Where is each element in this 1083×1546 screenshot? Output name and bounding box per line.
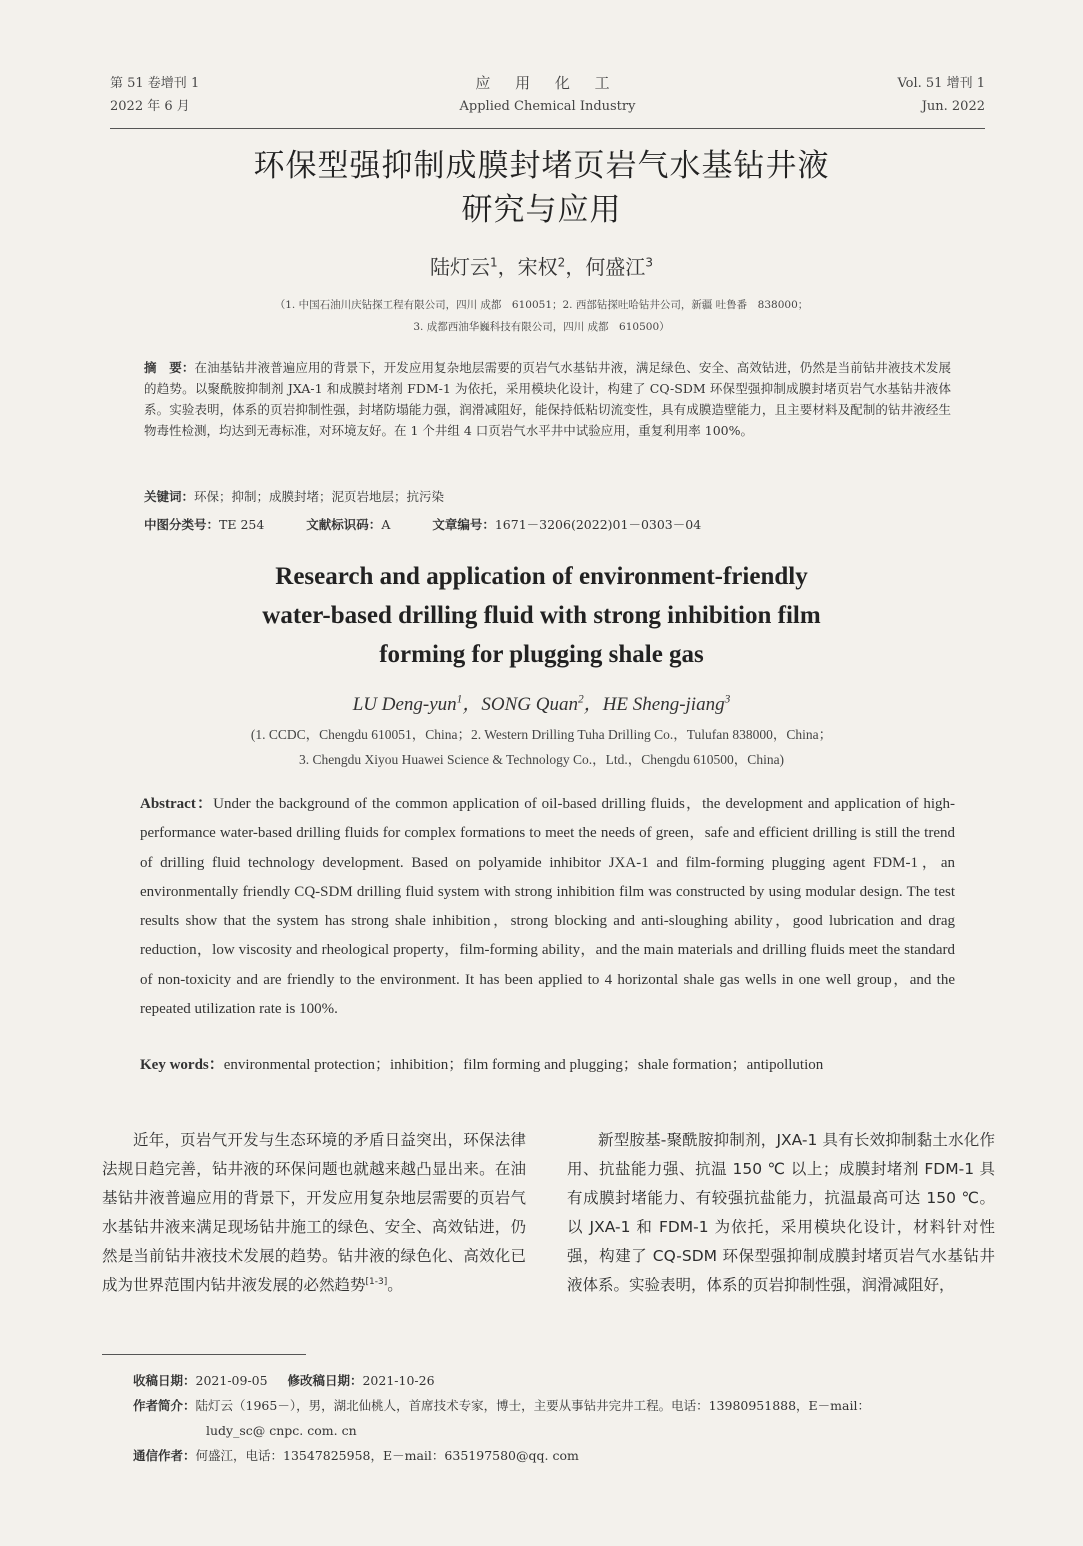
journal-name: 应 用 化 工 Applied Chemical Industry (459, 74, 636, 114)
english-authors: LU Deng-yun$^1$，SONG Quan$^2$，HE Sheng-jiang$^3$ (352, 693, 731, 715)
footnote-corresponding: 通信作者：何盛江，电话：13547825958，E－mail：635197580@qq. com (133, 1448, 579, 1463)
author-name: SONG Quan (481, 694, 578, 715)
body-paragraph: 新型胺基-聚酰胺抑制剂，JXA-1 具有长效抑制黏土水化作用、抗盐能力强、抗温 150 ℃ 以上；成膜封堵剂 FDM-1 具有成膜封堵能力、有较强抗盐能力，抗温最高可达 150 ℃。以 JXA-1 和 FDM-1 为依托，采用模块化设计，材料针对性强，构建了 CQ-SDM 环保型强抑制成膜封堵页岩气水基钻井液体系。实验表明，体系的页岩抑制性强，润滑减阻好， (567, 1131, 995, 1294)
author-name: 陆灯云 (430, 255, 491, 279)
english-affiliations: (1. CCDC，Chengdu 610051，China；2. Western Drilling Tuha Drilling Co.，Tulufan 838000，China； 3. Chengdu Xiyou Huawei Science & Technology Co.，Ltd.，Chengdu 610500，China) (250, 727, 833, 767)
author-name: LU Deng-yun (352, 694, 457, 715)
body-column-right (567, 1126, 995, 1300)
running-header (110, 72, 985, 129)
body-column-left (102, 1126, 526, 1300)
chinese-keywords: 关键词：环保；抑制；成膜封堵；泥页岩地层；抗污染 (144, 489, 445, 504)
header-left: 第 51 卷增刊 1 2022 年 6 月 (110, 76, 200, 114)
english-keywords: Key words：environmental protection；inhibition；film forming and plugging；shale formation；antipollution (140, 1057, 824, 1073)
author-name: HE Sheng-jiang (602, 694, 725, 715)
chinese-title: 环保型强抑制成膜封堵页岩气水基钻井液 研究与应用 (253, 148, 830, 228)
footnote-email: ludy_sc@ cnpc. com. cn (206, 1423, 357, 1438)
author-name: 何盛江 (585, 255, 646, 279)
footnote-dates: 收稿日期：2021-09-05 修改稿日期：2021-10-26 (133, 1373, 435, 1388)
english-title: Research and application of environment-friendly water-based drilling fluid with strong inhibition film forming for plugging shale gas (262, 563, 821, 668)
footnote-divider (102, 1354, 306, 1355)
header-right: Vol. 51 增刊 1 Jun. 2022 (897, 76, 985, 114)
body-paragraph: 近年，页岩气开发与生态环境的矛盾日益突出，环保法律法规日趋完善，钻井液的环保问题也就越来越凸显出来。在油基钻井液普遍应用的背景下，开发应用复杂地层需要的页岩气水基钻井液来满足现场钻井施工的绿色、安全、高效钻进，仍然是当前钻井液技术发展的趋势。钻井液的绿色化、高效化已成为世界范围内钻井液发展的必然趋势[1-3]。 (102, 1131, 526, 1294)
english-abstract: Abstract：Under the background of the common application of oil-based drilling fluids，the development and application of high-performance water-based drilling fluids for complex formations to meet the needs of green，safe and efficient drilling is still the trend of drilling fluid technology development. Based on polyamide inhibitor JXA-1 and film-forming plugging agent FDM-1，an environmentally friendly CQ-SDM drilling fluid system with strong inhibition film was constructed by using modular design. The test results show that the system has strong shale inhibition，strong blocking and anti-sloughing ability，good lubrication and drag reduction，low viscosity and rheological property，film-forming ability，and the main materials and drilling fluids meet the standard of non-toxicity and are friendly to the environment. It has been applied to 4 horizontal shale gas wells in one well group，and the repeated utilization rate is 100%. (140, 796, 955, 1018)
footnote (133, 1368, 995, 1468)
chinese-authors: 陆灯云$^1$，宋权$^2$，何盛江$^3$ (430, 255, 653, 279)
chinese-abstract: 摘 要：在油基钻井液普遍应用的背景下，开发应用复杂地层需要的页岩气水基钻井液，满足绿色、安全、高效钻进，仍然是当前钻井液技术发展的趋势。以聚酰胺抑制剂 JXA-1 和成膜封堵剂 FDM-1 为依托，采用模块化设计，构建了 CQ-SDM 环保型强抑制成膜封堵页岩气水基钻井液体系。实验表明，体系的页岩抑制性强，封堵防塌能力强，润滑减阻好，能保持低粘切流变性，具有成膜造壁能力，且主要材料及配制的钻井液经生物毒性检测，均达到无毒标准，对环境友好。在 1 个井组 4 口页岩气水平井中试验应用，重复利用率 100%。 (144, 360, 951, 438)
chinese-affiliations: （1. 中国石油川庆钻探工程有限公司，四川 成都 610051；2. 西部钻探吐哈钻井公司，新疆 吐鲁番 838000； 3. 成都西油华巍科技有限公司，四川 成都 610500） (274, 299, 809, 333)
footnote-bio: 作者简介：陆灯云（1965－），男，湖北仙桃人，首席技术专家，博士，主要从事钻井完井工程。电话：13980951888，E－mail： (133, 1398, 870, 1413)
classification-line: 中图分类号：TE 254 文献标识码：A 文章编号：1671－3206(2022)01－0303－04 (144, 517, 702, 532)
citation: [1-3] (365, 1276, 388, 1287)
author-name: 宋权 (517, 255, 558, 279)
